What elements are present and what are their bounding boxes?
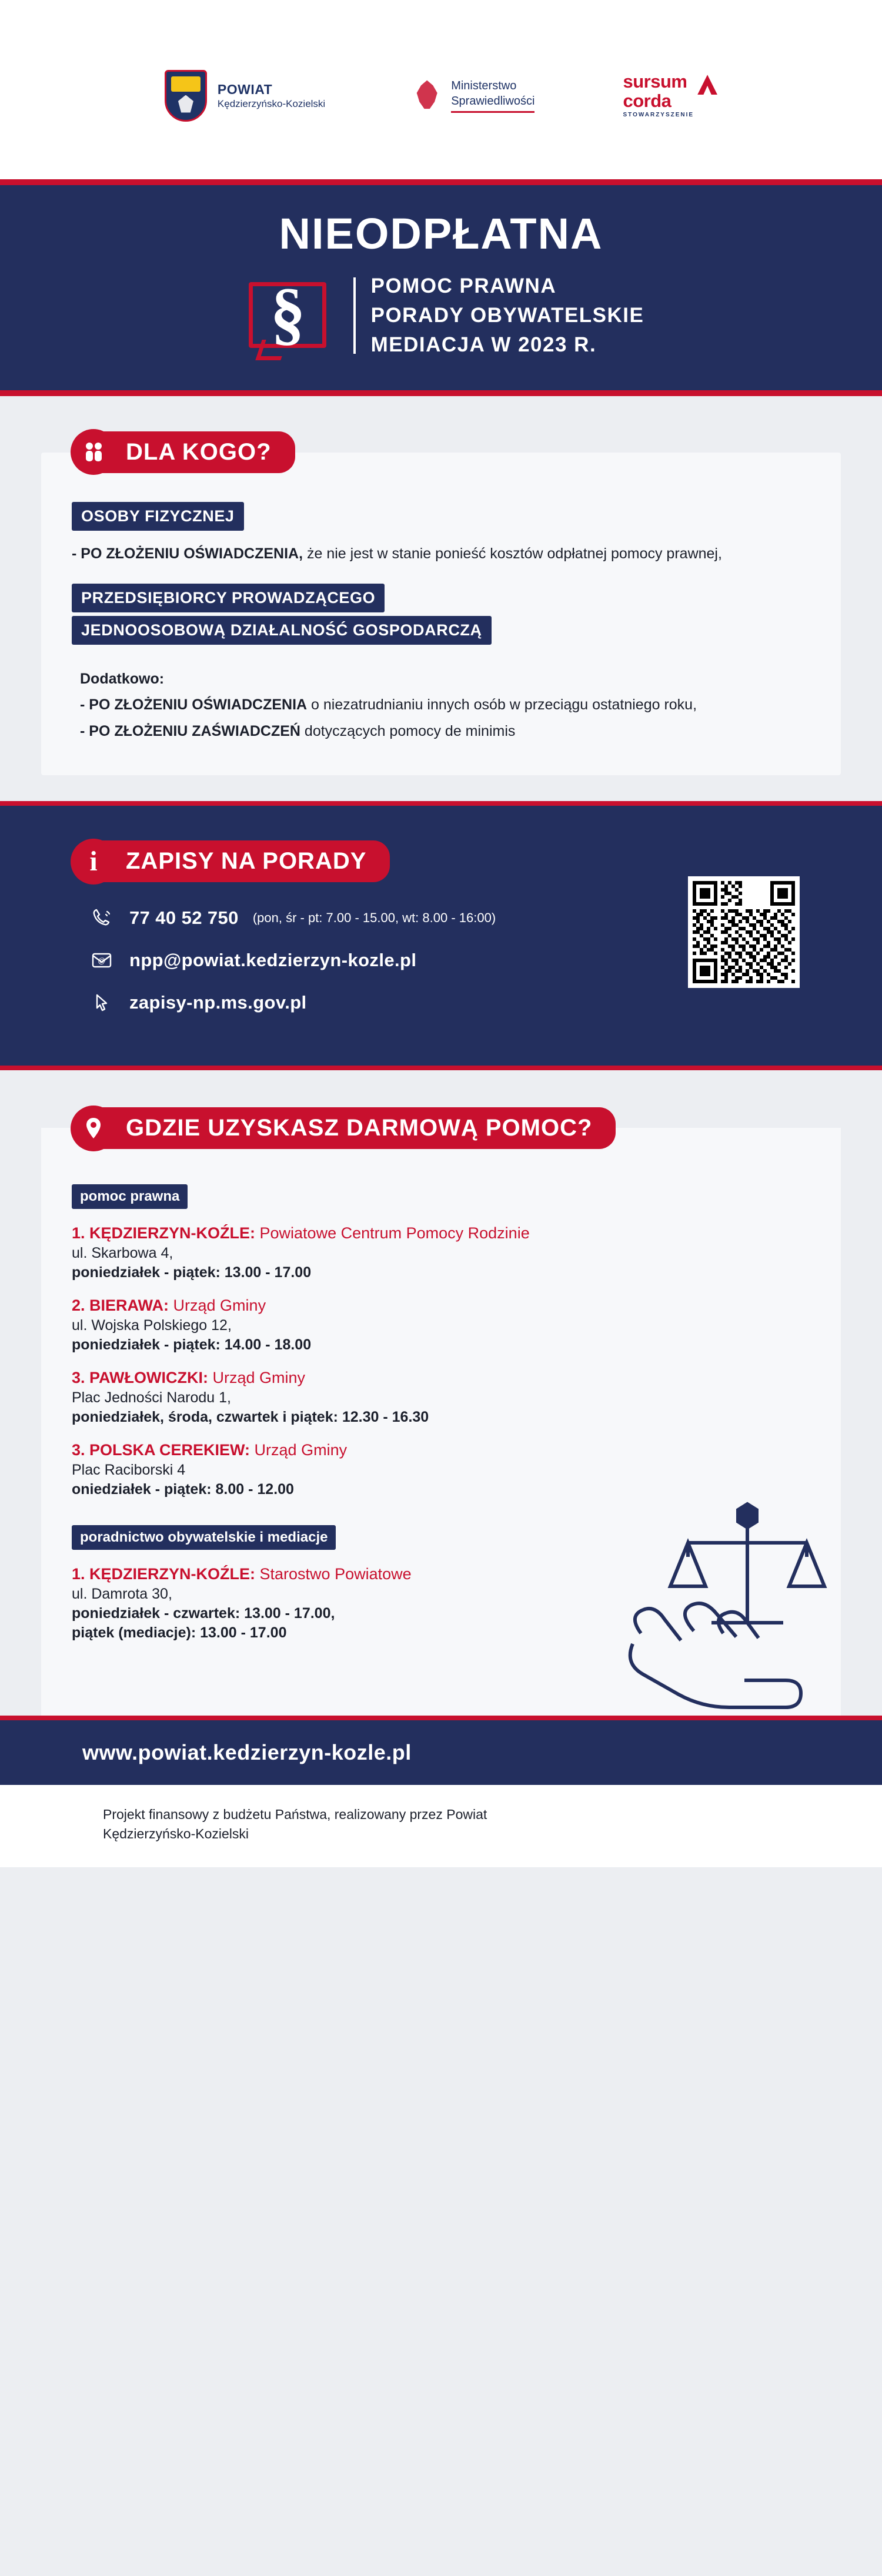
- hero-subtitle-3: MEDIACJA W 2023 R.: [370, 333, 597, 356]
- location-org: Urząd Gminy: [169, 1296, 266, 1314]
- signup-website: zapisy-np.ms.gov.pl: [129, 991, 307, 1013]
- where-card: [41, 1128, 841, 1716]
- tag-entrepreneur-line2: JEDNOOSOBOWĄ DZIAŁALNOŚĆ GOSPODARCZĄ: [72, 616, 492, 645]
- info-icon: i: [71, 839, 116, 885]
- hero-banner: [0, 179, 882, 396]
- tag-entrepreneur-line1: PRZEDSIĘBIORCY PROWADZĄCEGO: [72, 584, 385, 612]
- signup-title: ZAPISY NA PORADY: [99, 840, 390, 882]
- location-hours: oniedziałek - piątek: 8.00 - 12.00: [72, 1480, 294, 1498]
- location-hours: poniedziałek - piątek: 13.00 - 17.00: [72, 1264, 312, 1281]
- for-whom-paragraph-2-rest: o niezatrudnianiu innych osób w przeciągu ostatniego roku,: [307, 696, 697, 713]
- for-whom-paragraph-3-rest: dotyczących pomocy de minimis: [300, 723, 516, 739]
- for-whom-paragraph-1: [72, 544, 810, 565]
- footer-website-link[interactable]: www.powiat.kedzierzyn-kozle.pl: [82, 1740, 412, 1764]
- logo-powiat: [165, 70, 325, 122]
- location-title: 3. PAWŁOWICZKI:: [72, 1368, 208, 1386]
- location-org: Urząd Gminy: [250, 1441, 348, 1459]
- for-whom-paragraph-3-bold: - PO ZŁOŻENIU ZAŚWIADCZEŃ: [80, 723, 300, 739]
- logo-ministry: [413, 78, 534, 113]
- cursor-click-icon: [88, 989, 115, 1016]
- open-book-paragraph-icon: [238, 272, 338, 360]
- sursum-logo-line2: corda: [623, 90, 671, 111]
- polish-eagle-icon: [413, 80, 440, 112]
- email-address: npp@powiat.kedzierzyn-kozle.pl: [129, 949, 417, 970]
- location-item: [72, 1369, 810, 1426]
- location-hours: poniedziałek, środa, czwartek i piątek: 12.30 - 16.30: [72, 1408, 429, 1425]
- footer-note-line1: Projekt finansowy z budżetu Państwa, realizowany przez Powiat: [103, 1806, 487, 1822]
- hero-divider: [353, 277, 356, 354]
- location-address: Plac Jedności Narodu 1,: [72, 1389, 231, 1406]
- group-label-citizen-counselling: poradnictwo obywatelskie i mediacje: [72, 1525, 336, 1550]
- svg-text:@: @: [98, 956, 106, 965]
- for-whom-card: [41, 453, 841, 775]
- footer-note-line2: Kędzierzyńsko-Kozielski: [103, 1825, 249, 1841]
- phone-number: 77 40 52 750: [129, 907, 239, 928]
- location-title: 3. POLSKA CEREKIEW:: [72, 1441, 250, 1459]
- footer-note: [0, 1785, 882, 1868]
- location-hours-secondary: piątek (mediacje): 13.00 - 17.00: [72, 1624, 287, 1641]
- powiat-logo-line2: Kędzierzyńsko-Kozielski: [217, 98, 326, 110]
- logo-strip: [0, 0, 882, 179]
- location-hours: poniedziałek - piątek: 14.00 - 18.00: [72, 1336, 312, 1353]
- for-whom-paragraph-1-bold: - PO ZŁOŻENIU OŚWIADCZENIA,: [72, 545, 303, 562]
- footer-band: [0, 1716, 882, 1785]
- ministry-logo-line2: Sprawiedliwości: [451, 95, 535, 108]
- location-address: ul. Wojska Polskiego 12,: [72, 1317, 232, 1334]
- location-title: 2. BIERAWA:: [72, 1296, 169, 1314]
- additional-label: Dodatkowo:: [80, 670, 165, 687]
- location-address: ul. Skarbowa 4,: [72, 1244, 173, 1261]
- location-title: 1. KĘDZIERZYN-KOŹLE:: [72, 1224, 256, 1242]
- envelope-icon: [88, 947, 115, 974]
- location-address: Plac Raciborski 4: [72, 1461, 186, 1478]
- location-org: Starostwo Powiatowe: [255, 1565, 412, 1583]
- section-where: [0, 1106, 882, 1716]
- tag-natural-person: OSOBY FIZYCZNEJ: [72, 502, 244, 531]
- group-label-legal-aid: pomoc prawna: [72, 1184, 188, 1209]
- map-pin-icon: [71, 1106, 116, 1151]
- people-icon: [71, 429, 116, 475]
- for-whom-paragraph-2-bold: - PO ZŁOŻENIU OŚWIADCZENIA: [80, 696, 308, 713]
- location-address: ul. Damrota 30,: [72, 1585, 172, 1602]
- page-title: NIEODPŁATNA: [279, 209, 603, 258]
- coat-of-arms-icon: [165, 70, 207, 122]
- where-header: [71, 1106, 882, 1151]
- for-whom-header: [71, 429, 882, 475]
- location-item: [72, 1441, 810, 1498]
- for-whom-paragraph-3: [80, 721, 810, 742]
- hero-subtitle-2: PORADY OBYWATELSKIE: [370, 304, 644, 327]
- powiat-logo-line1: POWIAT: [217, 81, 273, 97]
- logo-sursum-corda: [623, 72, 717, 119]
- location-org: Powiatowe Centrum Pomocy Rodzinie: [255, 1224, 530, 1242]
- hero-subtitle-1: POMOC PRAWNA: [370, 274, 557, 298]
- section-signup: [0, 801, 882, 1070]
- location-item: [72, 1224, 810, 1281]
- for-whom-paragraph-1-rest: że nie jest w stanie ponieść kosztów odpłatnej pomocy prawnej,: [303, 545, 722, 562]
- sursum-logo-line3: STOWARZYSZENIE: [623, 112, 694, 119]
- for-whom-title: DLA KOGO?: [99, 431, 295, 473]
- location-hours: poniedziałek - czwartek: 13.00 - 17.00,: [72, 1604, 335, 1622]
- for-whom-paragraph-2: [80, 695, 810, 716]
- location-title: 1. KĘDZIERZYN-KOŹLE:: [72, 1565, 256, 1583]
- section-for-whom: [0, 396, 882, 775]
- sursum-logo-line1: sursum: [623, 71, 687, 92]
- phone-hours: (pon, śr - pt: 7.00 - 15.00, wt: 8.00 - 16:00): [252, 910, 496, 925]
- where-title: GDZIE UZYSKASZ DARMOWĄ POMOC?: [99, 1107, 616, 1149]
- sursum-corda-mark-icon: [697, 75, 717, 95]
- location-org: Urząd Gminy: [208, 1368, 306, 1386]
- contact-website-row[interactable]: [88, 989, 882, 1016]
- phone-icon: [88, 905, 115, 932]
- ministry-logo-line1: Ministerstwo: [451, 79, 517, 92]
- qr-code[interactable]: [688, 876, 800, 988]
- paragraph-symbol: §: [270, 274, 306, 352]
- location-item: [72, 1565, 810, 1642]
- location-item: [72, 1297, 810, 1354]
